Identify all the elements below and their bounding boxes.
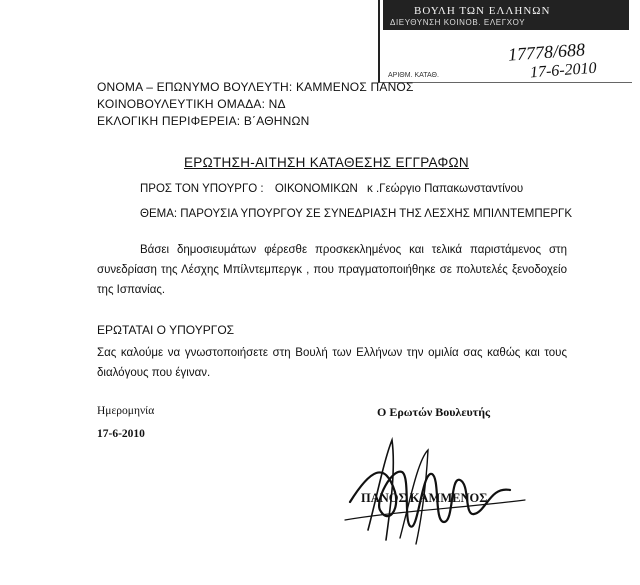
stamp-header: ΒΟΥΛΗ ΤΩΝ ΕΛΛΗΝΩΝ [414, 5, 551, 17]
signer-name: ΠΑΝΟΣ ΚΑΜΜΕΝΟΣ [361, 491, 488, 505]
party-line: ΚΟΙΝΟΒΟΥΛΕΥΤΙΚΗ ΟΜΑΔΑ: ΝΔ [97, 97, 286, 111]
stamp-subheader: ΔΙΕΥΘΥΝΣΗ ΚΟΙΝΟΒ. ΕΛΕΓΧΟΥ [390, 18, 526, 27]
stamp-row-label: ΑΡΙΘΜ. ΚΑΤΑΘ. [388, 72, 439, 79]
date-label: Ημερομηνία [97, 405, 155, 417]
recipient-person: κ .Γεώργιο Παπακωνσταντίνου [367, 183, 524, 195]
body-paragraph: Βάσει δημοσιευμάτων φέρεσθε προσκεκλημένος και τελικά παριστάμενος στη συνεδρίαση της Λέσχης Μπίλντεμπεργκ , που πραγματοποιήθηκε σε πολυτελές ξενοδοχείο της Ισπανίας. [97, 244, 567, 296]
date-value: 17-6-2010 [97, 428, 145, 440]
handwritten-signature [340, 430, 530, 550]
mp-name-line: ΟΝΟΜΑ – ΕΠΩΝΥΜΟ ΒΟΥΛΕΥΤΗ: ΚΑΜΜΕΝΟΣ ΠΑΝΟΣ [97, 80, 414, 94]
document-title: ΕΡΩΤΗΣΗ-ΑΙΤΗΣΗ ΚΑΤΑΘΕΣΗΣ ΕΓΓΡΑΦΩΝ [184, 155, 469, 170]
recipient-prefix: ΠΡΟΣ ΤΟΝ ΥΠΟΥΡΓΟ : [140, 183, 264, 195]
stamp-date: 17-6-2010 [529, 59, 598, 82]
stamp-protocol-number: 17778/688 [507, 39, 586, 65]
registry-stamp [378, 0, 632, 83]
question-heading: ΕΡΩΤΑΤΑΙ Ο ΥΠΟΥΡΓΟΣ [97, 323, 235, 337]
question-paragraph: Σας καλούμε να γνωστοποιήσετε στη Βουλή των Ελλήνων την ομιλία σας καθώς και τους διαλόγους που έγιναν. [97, 347, 567, 379]
constituency-line: ΕΚΛΟΓΙΚΗ ΠΕΡΙΦΕΡΕΙΑ: Β΄ΑΘΗΝΩΝ [97, 114, 310, 128]
subject-line: ΘΕΜΑ: ΠΑΡΟΥΣΙΑ ΥΠΟΥΡΓΟΥ ΣΕ ΣΥΝΕΔΡΙΑΣΗ ΤΗΣ ΛΕΣΧΗΣ ΜΠΙΛΝΤΕΜΠΕΡΓΚ [140, 208, 573, 220]
signer-label: Ο Ερωτών Βουλευτής [377, 405, 491, 419]
recipient-line [140, 183, 523, 195]
recipient-ministry: ΟΙΚΟΝΟΜΙΚΩΝ [274, 183, 358, 195]
